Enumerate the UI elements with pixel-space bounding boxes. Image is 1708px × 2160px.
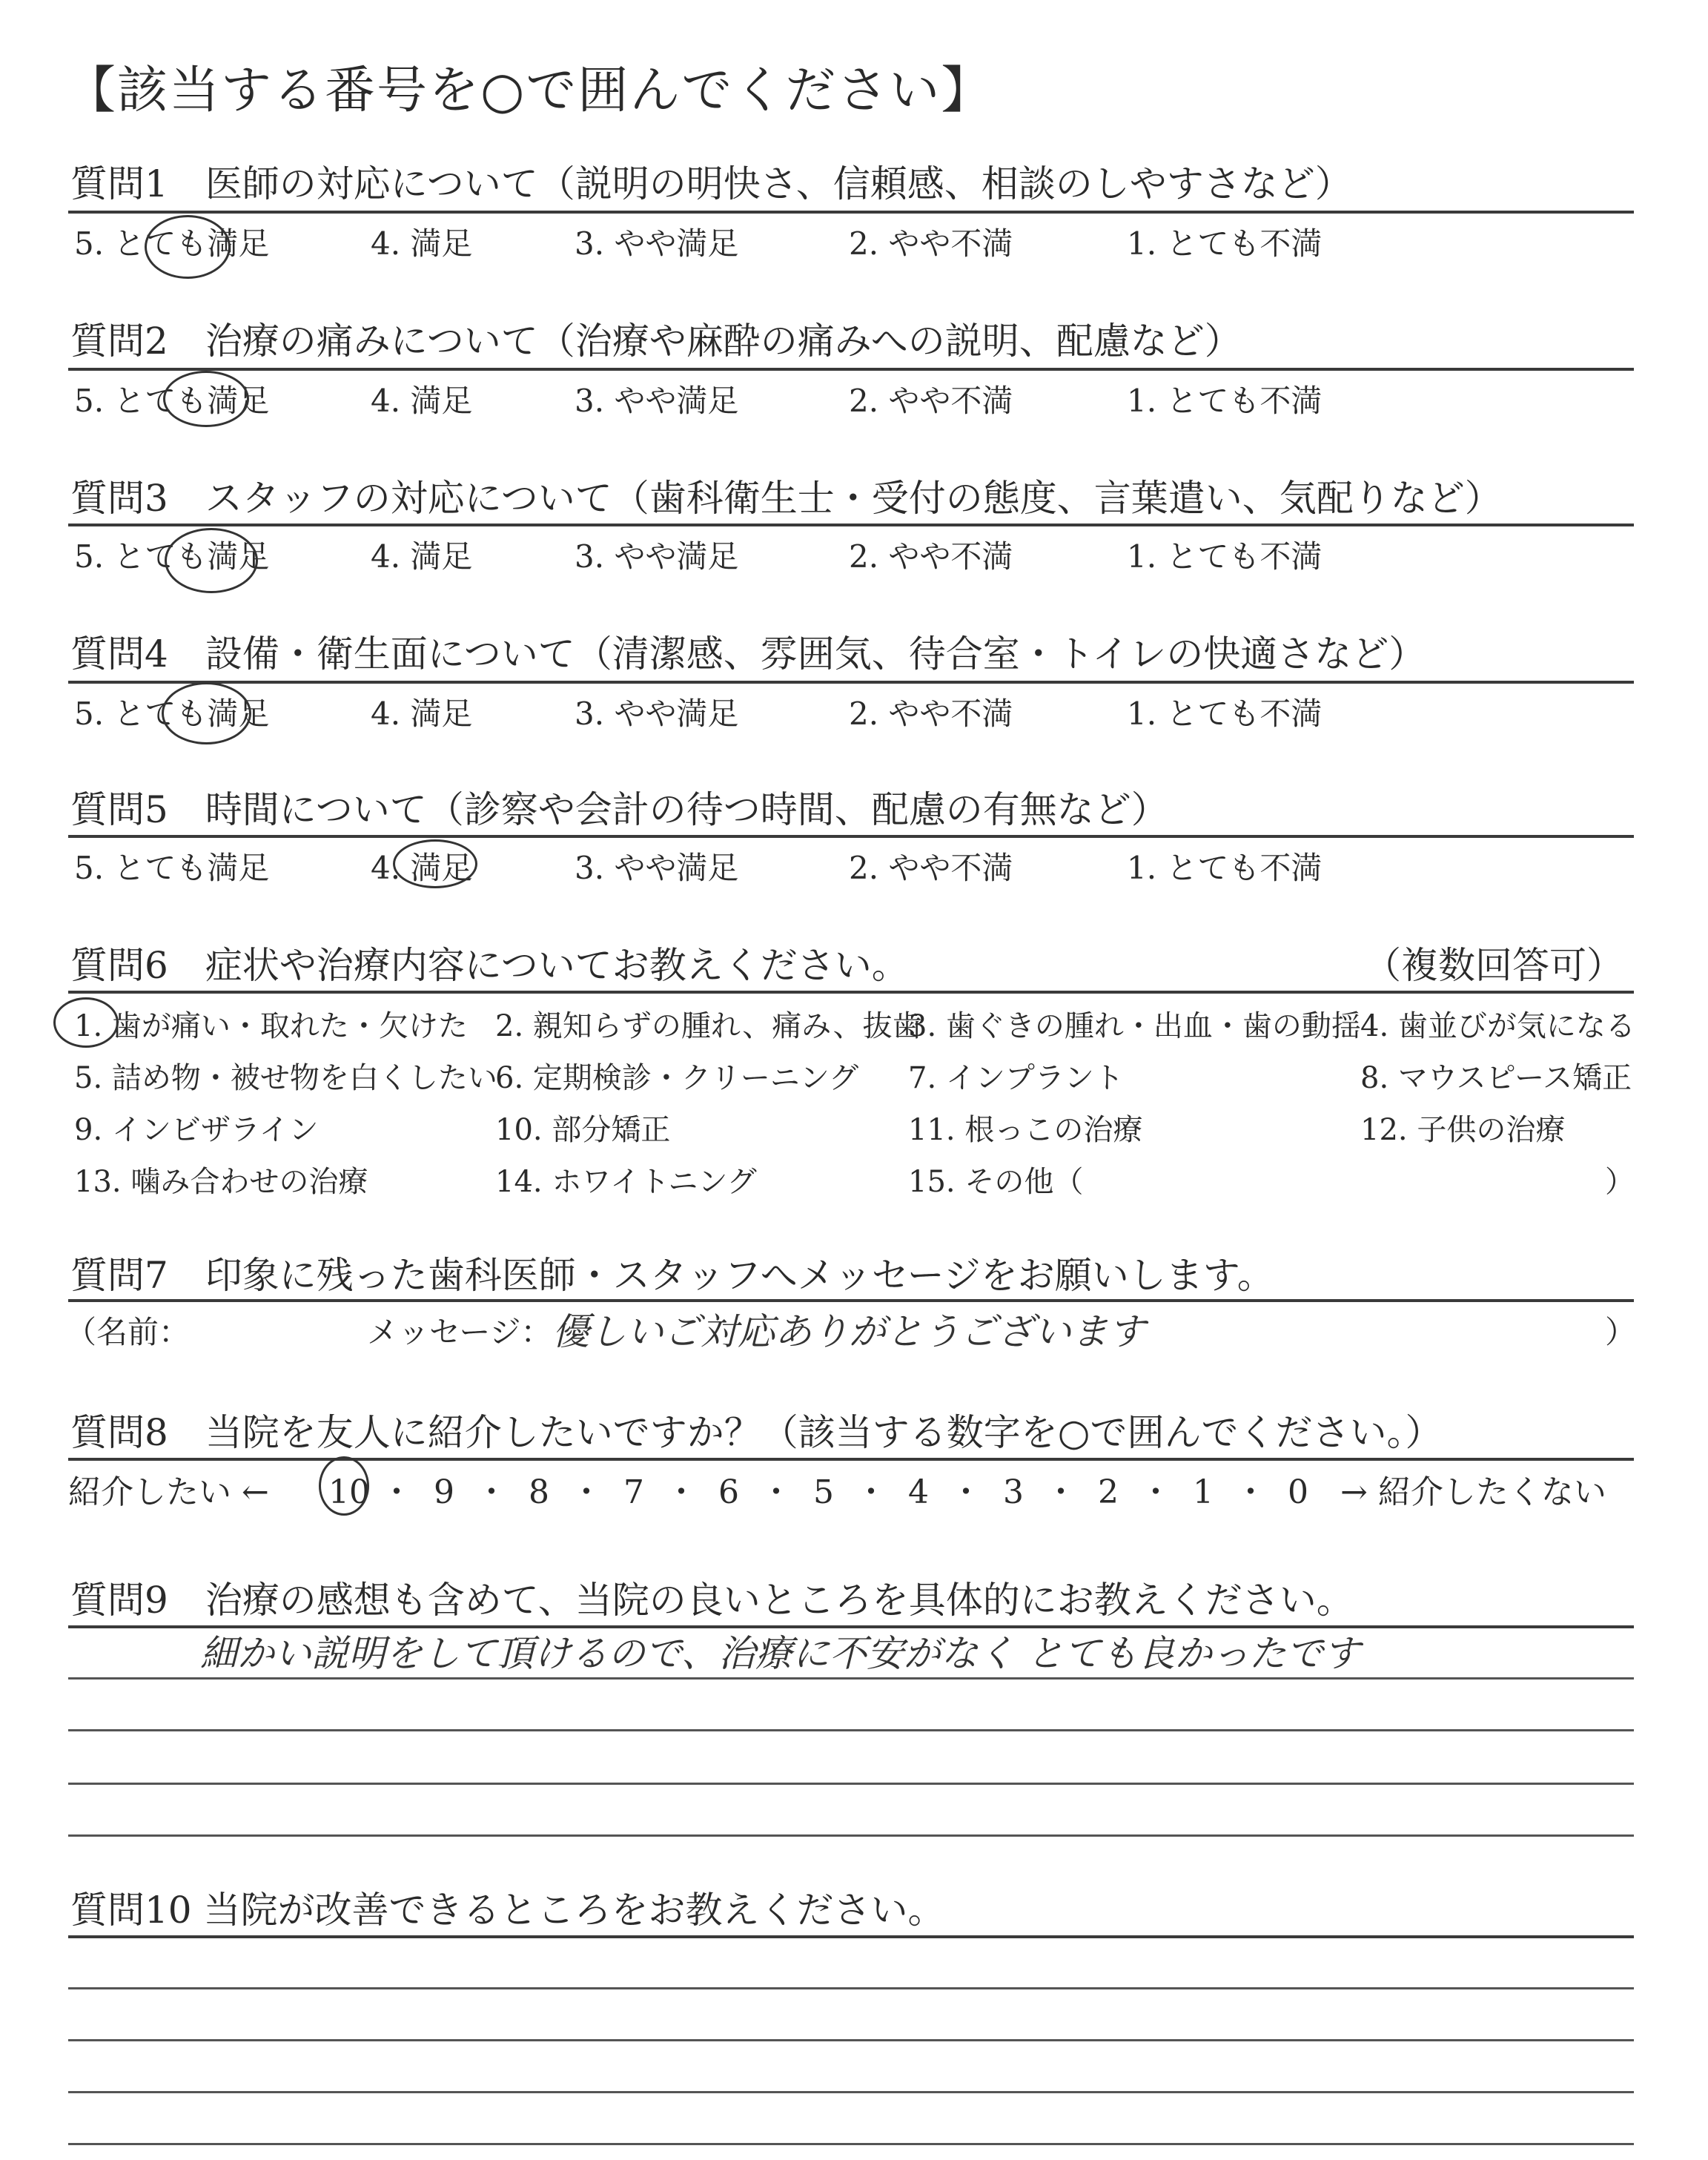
scale-dot: ・ [665,1473,698,1511]
scale-dot: ・ [380,1473,413,1511]
q3-option-5[interactable]: 5. とても満足 [74,538,270,575]
q2-option-4[interactable]: 4. 満足 [371,383,473,419]
scale-7[interactable]: 7 [623,1473,644,1511]
scale-0[interactable]: 0 [1288,1473,1308,1511]
question-2 [70,311,1242,365]
q6-option-14[interactable]: 14. ホワイトニング [495,1165,757,1199]
message-answer[interactable]: 優しいご対応ありがとうございます [552,1310,1145,1353]
question-3 [70,469,1502,522]
scale-dot: ・ [475,1473,508,1511]
q1-option-3[interactable]: 3. やや満足 [575,225,739,262]
answer-line [68,1677,1634,1680]
selection-circle [319,1456,369,1516]
question-8-label: 質問8 [70,1411,168,1454]
question-8 [70,1403,1442,1456]
selection-circle [163,371,249,427]
question-9-text: 治療の感想も含めて、当院の良いところを具体的にお教えください。 [205,1579,1354,1622]
q6-option-10[interactable]: 10. 部分矯正 [495,1113,671,1147]
q4-option-3[interactable]: 3. やや満足 [575,696,739,732]
q1-option-1[interactable]: 1. とても不満 [1127,225,1323,262]
scale-3[interactable]: 3 [1003,1473,1024,1511]
form-title: 【該当する番号を○で囲んでください】 [65,62,993,120]
q5-option-4[interactable]: 4. 満足 [371,850,473,886]
answer-line [68,2091,1634,2093]
question-9-label: 質問9 [70,1579,168,1622]
answer-line [68,1987,1634,1989]
scale-dot: ・ [570,1473,603,1511]
scale-9[interactable]: 9 [434,1473,454,1511]
scale-1[interactable]: 1 [1193,1473,1214,1511]
divider [68,1458,1634,1461]
scale-8[interactable]: 8 [529,1473,549,1511]
scale-dot: ・ [950,1473,982,1511]
divider [68,368,1634,371]
question-1 [70,154,1352,208]
question-3-label: 質問3 [70,477,168,520]
divider [68,681,1634,684]
scale-5[interactable]: 5 [813,1473,834,1511]
q5-option-2[interactable]: 2. やや不満 [849,850,1013,886]
scale-6[interactable]: 6 [718,1473,739,1511]
q4-option-5[interactable]: 5. とても満足 [74,696,270,732]
answer-line [68,2143,1634,2145]
q6-option-4[interactable]: 4. 歯並びが気になる [1360,1009,1635,1043]
answer-line [68,1834,1634,1837]
q4-option-2[interactable]: 2. やや不満 [849,696,1013,732]
question-8-text: 当院を友人に紹介したいですか？（該当する数字を○で囲んでください。） [205,1411,1443,1454]
q2-option-3[interactable]: 3. やや満足 [575,383,739,419]
question-2-text: 治療の痛みについて（治療や麻酔の痛みへの説明、配慮など） [205,320,1242,363]
q6-option-8[interactable]: 8. マウスピース矯正 [1360,1061,1632,1095]
q4-option-4[interactable]: 4. 満足 [371,696,473,732]
selection-circle [165,528,258,593]
answer-line [68,2039,1634,2041]
q5-option-1[interactable]: 1. とても不満 [1127,850,1323,886]
q2-option-2[interactable]: 2. やや不満 [849,383,1013,419]
selection-circle [393,839,477,888]
selection-circle [53,997,119,1048]
q6-option-11[interactable]: 11. 根っこの治療 [908,1113,1143,1147]
recommend-scale [326,1465,1321,1513]
q6-option-3[interactable]: 3. 歯ぐきの腫れ・出血・歯の動揺 [908,1009,1361,1043]
scale-2[interactable]: 2 [1098,1473,1119,1511]
scale-10[interactable]: 10 [328,1473,370,1511]
question-5 [70,780,1168,833]
q3-option-3[interactable]: 3. やや満足 [575,538,739,575]
q5-option-5[interactable]: 5. とても満足 [74,850,270,886]
q3-option-1[interactable]: 1. とても不満 [1127,538,1323,575]
question-9 [70,1571,1354,1624]
question-10-label: 質問10 [70,1889,192,1932]
q6-option-13[interactable]: 13. 噛み合わせの治療 [74,1165,368,1199]
q6-option-15-close: ） [1605,1165,1635,1199]
scale-right-label: → 紹介したくない [1340,1473,1606,1511]
question-6 [70,936,909,989]
question-7-text: 印象に残った歯科医師・スタッフへメッセージをお願いします。 [205,1254,1274,1297]
question-4-text: 設備・衛生面について（清潔感、雰囲気、待合室・トイレの快適さなど） [205,633,1426,676]
selection-circle [162,682,251,744]
question-1-text: 医師の対応について（説明の明快さ、信頼感、相談のしやすさなど） [205,162,1352,205]
scale-dot: ・ [1139,1473,1172,1511]
q6-option-9[interactable]: 9. インビザライン [74,1113,319,1147]
scale-left-label: 紹介したい ← [68,1473,269,1511]
scale-dot: ・ [1045,1473,1077,1511]
question-6-label: 質問6 [70,944,168,987]
q6-option-6[interactable]: 6. 定期検診・クリーニング [495,1061,859,1095]
q6-option-7[interactable]: 7. インプラント [908,1061,1124,1095]
question-3-text: スタッフの対応について（歯科衛生士・受付の態度、言葉遣い、気配りなど） [205,477,1502,520]
q6-option-2[interactable]: 2. 親知らずの腫れ、痛み、抜歯 [495,1009,922,1043]
q3-option-2[interactable]: 2. やや不満 [849,538,1013,575]
q9-answer[interactable]: 細かい説明をして頂けるので、治療に不安がなく とても良かったです [200,1632,1360,1675]
q2-option-5[interactable]: 5. とても満足 [74,383,270,419]
scale-dot: ・ [855,1473,887,1511]
q5-option-3[interactable]: 3. やや満足 [575,850,739,886]
question-7 [70,1246,1274,1299]
q1-option-4[interactable]: 4. 満足 [371,225,473,262]
q6-option-5[interactable]: 5. 詰め物・被せ物を白くしたい [74,1061,497,1095]
q1-option-2[interactable]: 2. やや不満 [849,225,1013,262]
divider [68,211,1634,214]
answer-line [68,1729,1634,1731]
question-6-text: 症状や治療内容についてお教えください。 [205,944,909,987]
q6-option-15[interactable]: 15. その他（ [908,1165,1084,1199]
divider [68,835,1634,838]
question-7-label: 質問7 [70,1254,168,1297]
message-close: ） [1605,1314,1637,1350]
question-10 [70,1880,945,1934]
question-4-label: 質問4 [70,633,168,676]
q4-option-1[interactable]: 1. とても不満 [1127,696,1323,732]
question-5-label: 質問5 [70,788,168,831]
question-6-note: （複数回答可） [1364,944,1623,987]
divider [68,991,1634,994]
question-2-label: 質問2 [70,320,168,363]
q6-option-1[interactable]: 1. 歯が痛い・取れた・欠けた [74,1009,468,1043]
divider [68,524,1634,526]
scale-4[interactable]: 4 [908,1473,929,1511]
question-10-text: 当院が改善できるところをお教えください。 [203,1889,945,1932]
divider [68,1935,1634,1938]
answer-line [68,1783,1634,1785]
q1-option-5[interactable]: 5. とても満足 [74,225,270,262]
question-4 [70,624,1426,678]
question-1-label: 質問1 [70,162,168,205]
name-label: （名前： [65,1314,191,1350]
message-label: メッセージ： [367,1314,552,1350]
scale-dot: ・ [1234,1473,1267,1511]
question-5-text: 時間について（診察や会計の待つ時間、配慮の有無など） [205,788,1168,831]
q3-option-4[interactable]: 4. 満足 [371,538,473,575]
q2-option-1[interactable]: 1. とても不満 [1127,383,1323,419]
q6-option-12[interactable]: 12. 子供の治療 [1360,1113,1566,1147]
selection-circle [145,215,231,279]
scale-dot: ・ [760,1473,792,1511]
